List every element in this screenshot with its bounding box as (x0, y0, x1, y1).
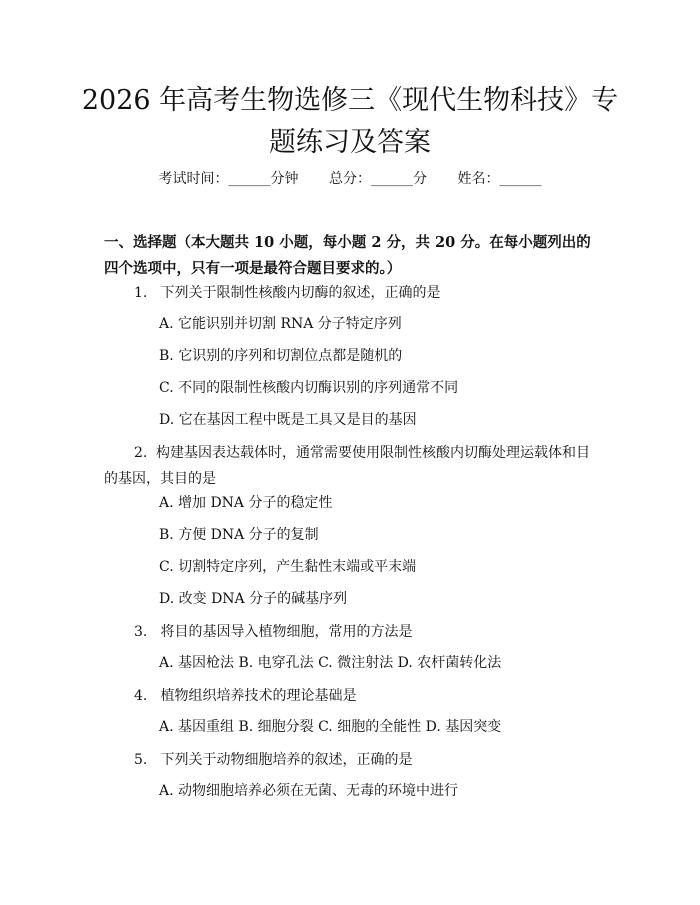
question-text: 下列关于限制性核酸内切酶的叙述，正确的是 (160, 285, 441, 301)
title-line-2: 题练习及答案 (269, 127, 431, 158)
question-5 (104, 747, 602, 773)
q5-option-a: A. 动物细胞培养必须在无菌、无毒的环境中进行 (159, 783, 459, 799)
question-4 (104, 683, 602, 709)
question-number: 3. (134, 624, 148, 640)
total-score-field: 总分：______分 (329, 171, 427, 187)
q3-options: A. 基因枪法 B. 电穿孔法 C. 微注射法 D. 农杆菌转化法 (159, 655, 502, 671)
exam-time-field: 考试时间：______分钟 (158, 171, 299, 187)
question-text: 将目的基因导入植物细胞，常用的方法是 (160, 624, 413, 640)
question-number: 1. (134, 285, 148, 301)
question-3 (104, 619, 602, 645)
q1-option-d: D. 它在基因工程中既是工具又是目的基因 (159, 412, 417, 428)
question-number: 5. (134, 752, 148, 768)
question-2 (104, 440, 602, 492)
question-number: 4. (134, 688, 148, 704)
title-line-1: 2026 年高考生物选修三《现代生物科技》专 (81, 85, 619, 116)
page-title (40, 80, 660, 164)
exam-meta (0, 168, 700, 188)
q4-options: A. 基因重组 B. 细胞分裂 C. 细胞的全能性 D. 基因突变 (159, 719, 502, 735)
question-1 (104, 280, 602, 306)
q2-option-a: A. 增加 DNA 分子的稳定性 (159, 495, 333, 511)
q1-option-c: C. 不同的限制性核酸内切酶识别的序列通常不同 (159, 380, 459, 396)
question-number: 2. (134, 445, 148, 461)
q2-option-d: D. 改变 DNA 分子的碱基序列 (159, 591, 348, 607)
q2-option-c: C. 切割特定序列，产生黏性末端或平末端 (159, 559, 417, 575)
student-name-field: 姓名：______ (457, 171, 542, 187)
q1-option-a: A. 它能识别并切割 RNA 分子特定序列 (159, 316, 402, 332)
q2-option-b: B. 方便 DNA 分子的复制 (159, 527, 319, 543)
section-heading: 一、选择题（本大题共 10 小题，每小题 2 分，共 20 分。在每小题列出的四个选项中，只有一项是最符合题目要求的。） (104, 234, 591, 277)
question-text: 植物组织培养技术的理论基础是 (160, 688, 357, 704)
question-text: 下列关于动物细胞培养的叙述，正确的是 (160, 752, 413, 768)
question-text: 构建基因表达载体时，通常需要使用限制性核酸内切酶处理运载体和目的基因，其目的是 (104, 445, 590, 487)
q1-option-b: B. 它识别的序列和切割位点都是随机的 (159, 348, 403, 364)
